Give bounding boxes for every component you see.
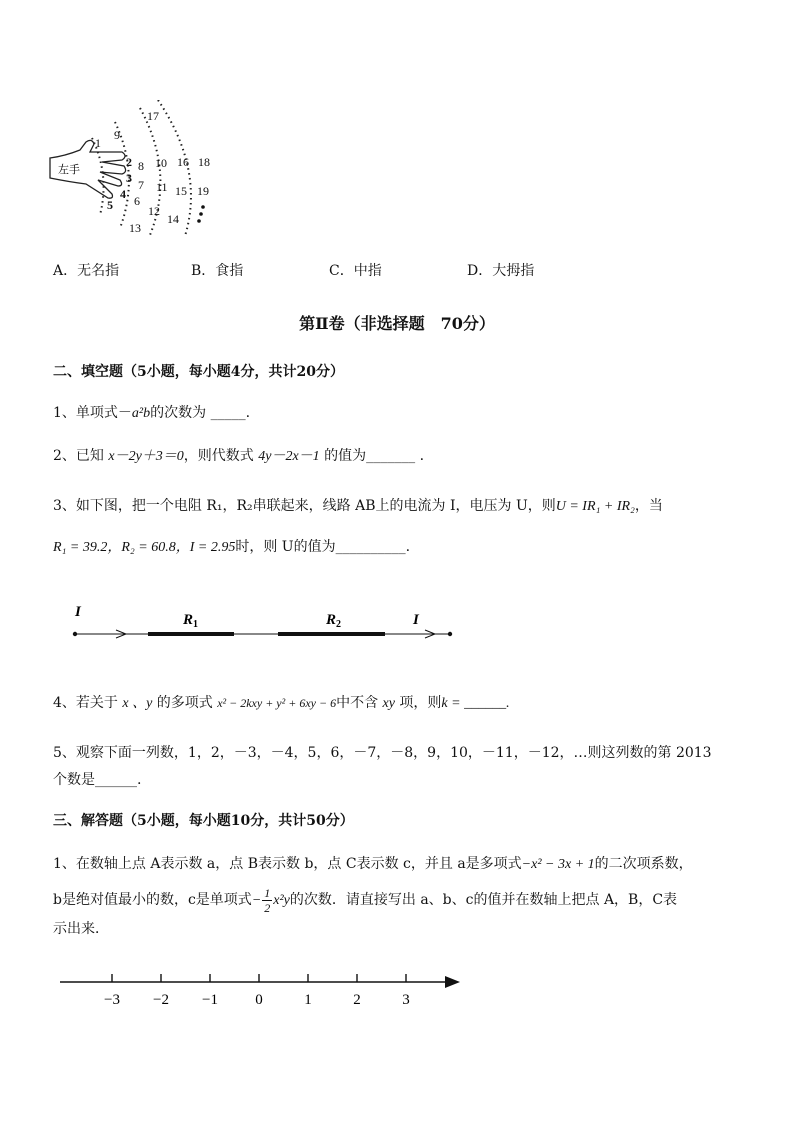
fill-q1: 1、单项式－a²b的次数为 _____.: [53, 405, 251, 421]
resistor-r2: [278, 632, 385, 636]
tick-label: 2: [353, 992, 361, 1008]
r1-label: $R_1$: [183, 612, 199, 630]
tick-label: 1: [304, 992, 312, 1008]
fill-q5-line1: 5、观察下面一列数，1，2，－3，－4，5，6，－7，－8，9，10，－11，－12，…则这列数的第 2013: [53, 745, 712, 761]
tick-label: −2: [153, 992, 169, 1008]
point-b: [448, 632, 452, 636]
fill-q4: 4、若关于 x 、y 的多项式 x² − 2kxy + y² + 6xy − 6中不含 xy 项，则k = ______.: [53, 695, 510, 711]
section2-title: 二、填空题（5小题，每小题4分，共计20分）: [53, 364, 344, 380]
fill-q2: 2、已知 x－2y＋3＝0，则代数式 4y－2x－1 的值为_______ .: [53, 448, 425, 464]
number-line: [55, 968, 465, 1013]
section3-title: 三、解答题（5小题，每小题10分，共计50分）: [53, 813, 354, 829]
finger-counting-figure: [40, 100, 230, 245]
solve-q1-line2: b是绝对值最小的数，c是单项式− $\frac{1}{2}$ x²y的次数．请直接写出 a、b、c的值并在数轴上把点 A，B，C表: [53, 885, 678, 915]
option-d: D．大拇指: [467, 263, 535, 279]
ellipsis-dots: [197, 205, 205, 223]
current-label-left: I: [75, 604, 81, 620]
number-16: 16: [177, 155, 189, 169]
resistor-r1: [148, 632, 234, 636]
number-10: 10: [155, 156, 167, 170]
tick-label: −1: [202, 992, 218, 1008]
number-6: 6: [134, 194, 140, 208]
tick-label: 0: [255, 992, 263, 1008]
current-label-right: I: [413, 612, 419, 628]
r2-label: $R_2$: [326, 612, 342, 630]
option-a: A．无名指: [53, 263, 120, 279]
number-line-arrow: [445, 976, 460, 988]
number-5: 5: [107, 198, 113, 212]
option-c: C．中指: [329, 263, 382, 279]
number-19: 19: [197, 184, 209, 198]
hand-label: 左手: [58, 164, 80, 176]
number-18: 18: [198, 155, 210, 169]
number-7: 7: [138, 178, 144, 192]
option-b: B．食指: [191, 263, 244, 279]
fill-q3-line1: 3、如下图，把一个电阻 R₁，R₂串联起来，线路 AB上的电流为 I，电压为 U，则U = IR₁ + IR₂，当: [53, 498, 663, 514]
part2-title: 第Ⅱ卷（非选择题 70分）: [299, 314, 495, 333]
fraction-one-half: $\frac{1}{2}$: [264, 885, 271, 915]
tick-label: 3: [402, 992, 410, 1008]
number-17: 17: [147, 109, 159, 123]
number-9: 9: [114, 128, 120, 142]
number-4: 4: [120, 187, 126, 201]
tick-label: −3: [104, 992, 120, 1008]
number-12: 12: [148, 204, 160, 218]
circuit-diagram: [60, 600, 470, 650]
fill-q5-line2: 个数是______.: [53, 772, 142, 788]
number-1: 1: [95, 136, 101, 150]
number-13: 13: [129, 221, 141, 235]
solve-q1-line1: 1、在数轴上点 A表示数 a，点 B表示数 b，点 C表示数 c，并且 a是多项式−x² − 3x + 1的二次项系数，: [53, 856, 693, 872]
number-15: 15: [175, 184, 187, 198]
number-11: 11: [156, 180, 168, 194]
fill-q3-line2: R₁ = 39.2，R₂ = 60.8，I = 2.95时，则 U的值为__________.: [53, 539, 411, 555]
number-8: 8: [138, 159, 144, 173]
solve-q1-line3: 示出来．: [53, 921, 109, 937]
number-14: 14: [167, 212, 179, 226]
number-3: 3: [126, 171, 132, 185]
number-2: 2: [126, 155, 132, 169]
